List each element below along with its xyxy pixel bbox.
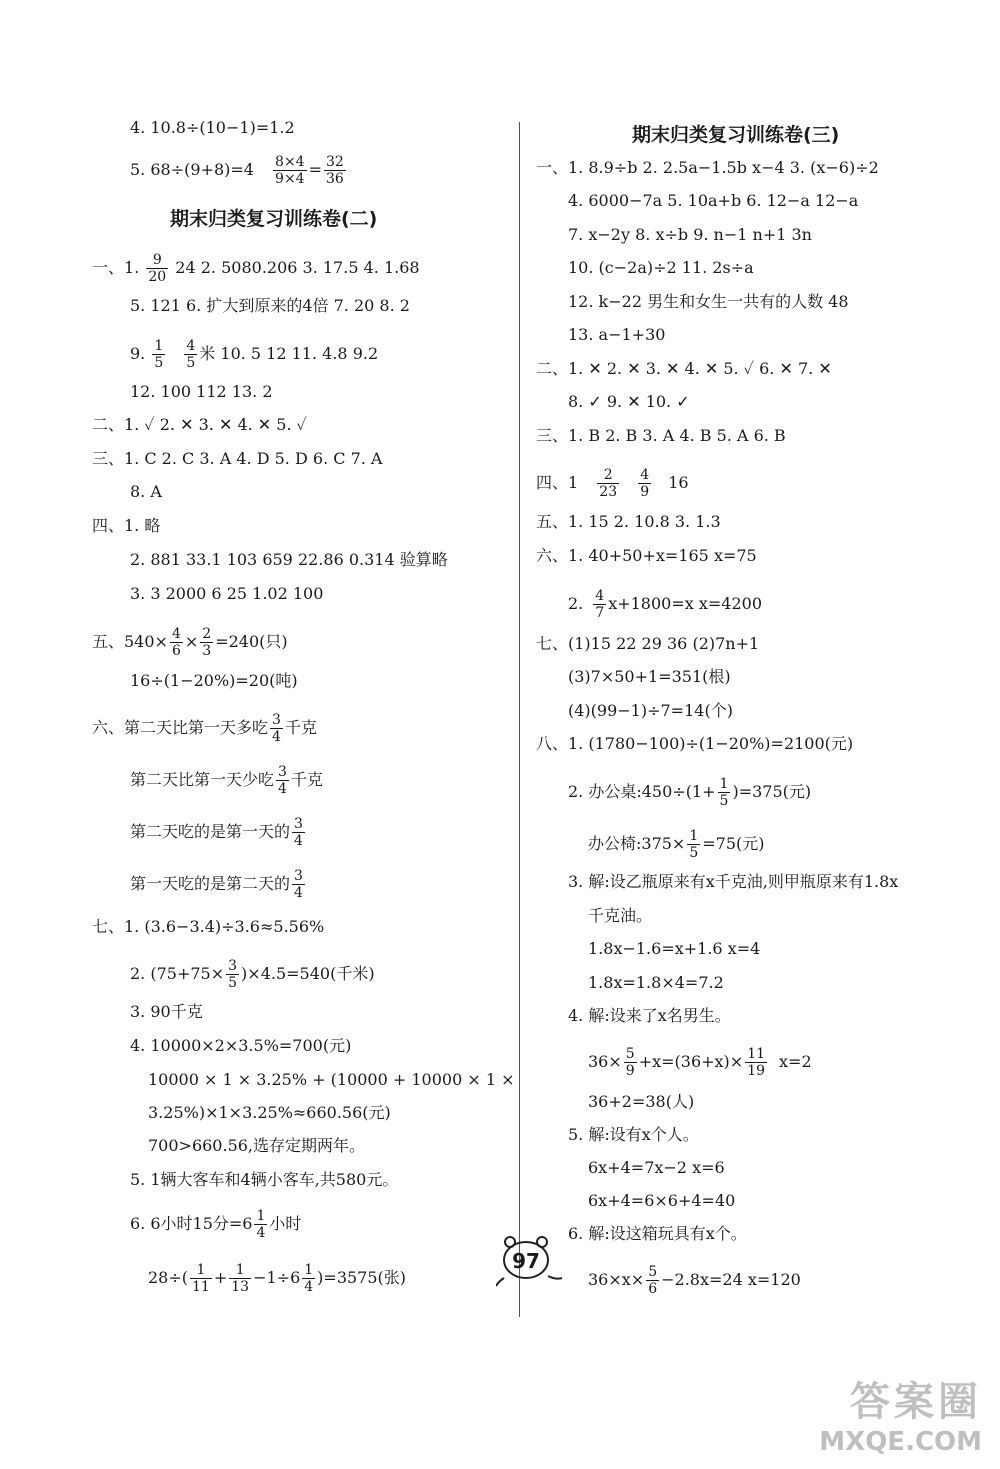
answer-line: (4)(99−1)÷7=14(个): [568, 701, 733, 720]
column-divider: [519, 122, 520, 1317]
answer-line: 8. ✓ 9. ✕ 10. ✓: [568, 392, 690, 411]
answer-line: 5. 1辆大客车和4辆小客车,共580元。: [130, 1170, 399, 1189]
answer-line: 12. k−22 男生和女生一共有的人数 48: [568, 292, 849, 311]
line-left-4: 4. 10.8÷(10−1)=1.2: [130, 118, 295, 137]
answer-line: 12. 100 112 13. 2: [130, 382, 273, 401]
answer-line: 3. 3 2000 6 25 1.02 100: [130, 584, 324, 603]
answer-line: 13. a−1+30: [568, 325, 666, 344]
fraction: $\frac{32}{36}$: [326, 154, 344, 187]
fraction: $\frac{3}{5}$: [228, 958, 238, 991]
fraction: $\frac{1}{13}$: [231, 1262, 250, 1295]
answer-line: 6x+4=6×6+4=40: [588, 1191, 736, 1210]
fraction: $\frac{1}{4}$: [256, 1208, 266, 1241]
answer-line: 10. (c−2a)÷2 11. 2s÷a: [568, 258, 754, 277]
fraction: $\frac{4}{6}$: [171, 626, 181, 659]
answer-line: 5. 121 6. 扩大到原来的4倍 7. 20 8. 2: [130, 296, 410, 315]
answer-line: 4. 10000×2×3.5%=700(元): [130, 1036, 352, 1055]
answer-line: 一、1. $\frac{9}{20}$ 24 2. 5080.206 3. 17.5 4. 1.68: [92, 252, 420, 285]
answer-line: 二、1. ✓ 2. ✕ 3. ✕ 4. ✕ 5. ✓: [92, 415, 307, 434]
answer-line: 一、1. 8.9÷b 2. 2.5a−1.5b x−4 3. (x−6)÷2: [536, 158, 879, 177]
section-title-3: 期末归类复习训练卷(三): [632, 124, 840, 146]
answer-line: (3)7×50+1=351(根): [568, 667, 731, 686]
answer-line: 1.8x−1.6=x+1.6 x=4: [588, 939, 761, 958]
answer-line: 28÷( $\frac{1}{11}$ + $\frac{1}{13}$ −1÷6 $\frac{1}{4}$ )=3575(张): [148, 1262, 407, 1295]
fraction: $\frac{4}{5}$: [186, 338, 196, 371]
answer-line: 六、第二天比第一天多吃 $\frac{3}{4}$ 千克: [92, 712, 317, 745]
fraction: $\frac{11}{19}$: [747, 1046, 766, 1079]
answer-line: 8. A: [130, 482, 162, 501]
answer-line: 三、1. C 2. C 3. A 4. D 5. D 6. C 7. A: [92, 449, 383, 468]
line-left-5: 5. 68÷(9+8)=4 $\frac{8\times 4}{9\times 4}$ = $\frac{32}{36}$: [130, 154, 344, 187]
watermark: 答案圈 MXQE.COM: [819, 1379, 982, 1457]
answer-line: 6. 解:设这箱玩具有x个。: [568, 1224, 747, 1243]
fraction: $\frac{3}{4}$: [294, 868, 303, 901]
section-title-2: 期末归类复习训练卷(二): [170, 208, 378, 230]
answer-line: 2. $\frac{4}{7}$ x+1800=x x=4200: [568, 588, 762, 621]
fraction: $\frac{1}{11}$: [192, 1262, 210, 1295]
answer-line: 2. (75+75× $\frac{3}{5}$ )×4.5=540(千米): [130, 958, 375, 991]
answer-line: 10000 × 1 × 3.25% + (10000 + 10000 × 1 ×: [148, 1070, 515, 1089]
answer-line: 36× $\frac{5}{9}$ +x=(36+x)× $\frac{11}{19}$ x=2: [588, 1046, 812, 1079]
answer-line: 千克油。: [588, 906, 653, 925]
fraction: $\frac{5}{9}$: [625, 1046, 635, 1079]
answer-line: 五、1. 15 2. 10.8 3. 1.3: [536, 512, 721, 531]
answer-line: 四、1. 略: [92, 516, 161, 535]
fraction: $\frac{9}{20}$: [148, 252, 167, 285]
answer-line: 办公椅:375× $\frac{1}{5}$ =75(元): [588, 828, 765, 861]
answer-line: 36×x× $\frac{5}{6}$ −2.8x=24 x=120: [588, 1264, 801, 1297]
answer-line: 八、1. (1780−100)÷(1−20%)=2100(元): [536, 734, 854, 753]
answer-line: 2. 办公桌:450÷(1+ $\frac{1}{5}$ )=375(元): [568, 776, 812, 809]
answer-line: 3.25%)×1×3.25%≈660.56(元): [148, 1103, 391, 1122]
answer-line: 36+2=38(人): [588, 1092, 695, 1111]
fraction: $\frac{4}{9}$: [640, 467, 650, 500]
answer-line: 第二天吃的是第一天的 $\frac{3}{4}$: [130, 816, 303, 849]
fraction: $\frac{1}{5}$: [719, 776, 729, 809]
fraction: $\frac{3}{4}$: [278, 764, 287, 797]
page-number: 97: [512, 1249, 540, 1273]
answer-line: 7. x−2y 8. x÷b 9. n−1 n+1 3n: [568, 225, 812, 244]
answer-line: 七、(1)15 22 29 36 (2)7n+1: [536, 634, 760, 653]
answer-line: 700>660.56,选存定期两年。: [148, 1136, 366, 1155]
answer-line: 4. 6000−7a 5. 10a+b 6. 12−a 12−a: [568, 191, 859, 210]
answer-line: 五、540× $\frac{4}{6}$ × $\frac{2}{3}$ =240(只): [92, 626, 288, 659]
answer-line: 3. 90千克: [130, 1002, 203, 1021]
answer-line: 第二天比第一天少吃 $\frac{3}{4}$ 千克: [130, 764, 323, 797]
page-number-badge: [496, 1228, 576, 1288]
answer-line: 六、1. 40+50+x=165 x=75: [536, 546, 757, 565]
answer-line: 四、1 $\frac{2}{23}$ $\frac{4}{9}$ 16: [536, 467, 689, 500]
answer-line: 二、1. ✕ 2. ✕ 3. ✕ 4. ✕ 5. ✓ 6. ✕ 7. ✕: [536, 359, 832, 378]
answer-line: 5. 解:设有x个人。: [568, 1125, 699, 1144]
fraction: $\frac{4}{7}$: [595, 588, 605, 621]
answer-line: 16÷(1−20%)=20(吨): [130, 671, 298, 690]
answer-line: 2. 881 33.1 103 659 22.86 0.314 验算略: [130, 550, 448, 569]
fraction: $\frac{5}{6}$: [648, 1264, 658, 1297]
answer-line: 6x+4=7x−2 x=6: [588, 1158, 725, 1177]
answer-line: 1.8x=1.8×4=7.2: [588, 973, 724, 992]
answer-line: 4. 解:设来了x名男生。: [568, 1006, 731, 1025]
answer-line: 6. 6小时15分=6 $\frac{1}{4}$ 小时: [130, 1208, 302, 1241]
fraction: $\frac{1}{5}$: [154, 338, 164, 371]
answer-line: 三、1. B 2. B 3. A 4. B 5. A 6. B: [536, 426, 786, 445]
fraction: $\frac{1}{5}$: [689, 828, 699, 861]
answer-line: 第一天吃的是第二天的 $\frac{3}{4}$: [130, 868, 303, 901]
fraction: $\frac{1}{4}$: [304, 1262, 314, 1295]
fraction: $\frac{2}{3}$: [202, 626, 212, 659]
fraction: $\frac{3}{4}$: [272, 712, 281, 745]
answer-line: 3. 解:设乙瓶原来有x千克油,则甲瓶原来有1.8x: [568, 872, 899, 891]
fraction: $\frac{8\times 4}{9\times 4}$: [275, 154, 305, 187]
fraction: $\frac{2}{23}$: [599, 467, 618, 500]
fraction: $\frac{3}{4}$: [294, 816, 303, 849]
answer-line: 9. $\frac{1}{5}$ $\frac{4}{5}$ 米 10. 5 12 11. 4.8 9.2: [130, 338, 379, 371]
answer-line: 七、1. (3.6−3.4)÷3.6≈5.56%: [92, 917, 325, 936]
